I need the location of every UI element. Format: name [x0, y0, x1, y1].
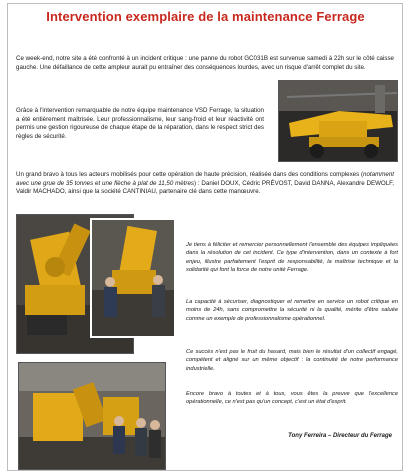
director-paragraph-1: Je tiens à féliciter et remercier personnellement l'ensemble des équipes impliquées dans la résolution de cet incident. Ce type d'intervention, dans un contexte à fort enjeu, illustre parfaitement l'esprit de responsabilité, la maîtrise technique et la solidarité qui font la force de notre unité Ferrage. — [186, 242, 398, 274]
ack-text-end: ) : Daniel DOUX, Cédric PRÉVOST, David DANNA, Alexandre DEWOLF, Valdir MACHADO, ainsi que la société CANTINIAU, partenaire clé dans cette manœuvre. — [16, 179, 394, 196]
team-paragraph: Grâce à l'intervention remarquable de notre équipe maintenance VSD Ferrage, la situation a été entièrement maîtrisée. Leur professionnalisme, leur sang-froid et leur réactivité ont permis une gestion rigoureuse de chaque étape de la réparation, dans le respect strict des règles de sécurité. — [16, 107, 264, 140]
director-paragraph-2: La capacité à sécuriser, diagnostiquer et remettre en service un robot critique en moins de 24h, sans compromettre la sécurité ni la qualité, mérite d'être saluée comme un exemple de professionnalisme opérationnel. — [186, 299, 398, 322]
signature: Tony Ferreira – Directeur du Ferrage — [288, 433, 392, 439]
technicians-photo — [90, 218, 176, 338]
director-paragraph-4: Encore bravo à toutes et à tous, vous êtes la preuve que l'excellence opérationnelle, ce n'est pas qu'un concept, c'est un état d'esprit. — [186, 391, 398, 406]
director-paragraph-3: Ce succès n'est pas le fruit du hasard, mais bien le résultat d'un collectif engagé, compétent et aligné sur un même objectif : la continuité de notre performance industrielle. — [186, 349, 398, 372]
page-title: Intervention exemplaire de la maintenance Ferrage — [46, 9, 365, 24]
workshop-team-photo — [18, 362, 166, 470]
intro-paragraph: Ce week-end, notre site a été confronté à un incident critique : une panne du robot GC031B est survenue samedi à 22h sur le côté caisse gauche. Une défaillance de cette ampleur aurait pu entraîner des conséquences lourdes, avec un risque d'arrêt complet du site. — [16, 55, 394, 71]
ack-text-start: Un grand bravo à tous les acteurs mobilisés pour cette opération de haute précision, réalisée dans des conditions complexes ( — [16, 171, 364, 178]
crane-photo — [278, 80, 398, 162]
acknowledgement-paragraph — [16, 171, 394, 197]
ack-text-italic: notamment avec une grue de 35 tonnes et une flèche à plat de 11,50 mètres — [16, 171, 394, 187]
